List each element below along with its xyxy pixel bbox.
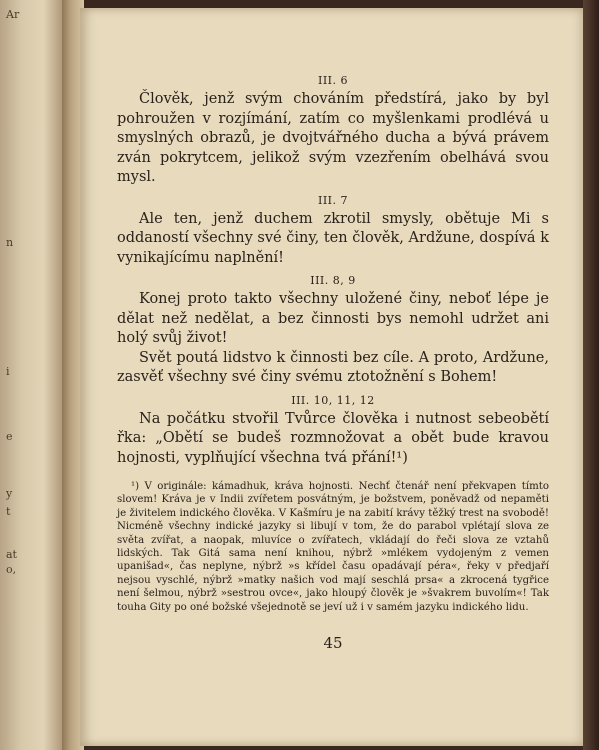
verse-reference: III. 7: [317, 193, 349, 207]
verse-paragraph: Na počátku stvořil Tvůrce člověka i nutnost sebeobětí řka: „Obětí se budeš rozmnožovat a obět bude kravou hojnosti, vyplňující všechna tvá přání!¹): [117, 410, 549, 466]
facing-page-fragment: at: [6, 548, 17, 561]
facing-page-fragment: o,: [6, 563, 17, 576]
book-right-edge: [583, 0, 599, 750]
facing-page-fragment: n: [6, 236, 14, 249]
page-content: [117, 68, 549, 652]
verse-paragraph: Ale ten, jenž duchem zkrotil smysly, obětuje Mi s oddaností všechny své činy, ten člověk, Ardžune, dospívá k vynikajícímu naplnění!: [117, 210, 549, 266]
facing-page-fragment: i: [6, 365, 10, 378]
verse-paragraph: Svět poutá lidstvo k činnosti bez cíle. A proto, Ardžune, zasvěť všechny své činy svému ztotožnění s Bohem!: [117, 349, 549, 385]
facing-page-fragment: Ar: [6, 8, 20, 21]
footnote: ¹) V originále: kámadhuk, kráva hojnosti. Nechť čtenář není překvapen tímto slovem! Kráva je v Indii zvířetem posvátným, je božstvem, poněvadž od nepaměti je živitelem indického člověka. V Kašmíru je na zabití krávy těžký trest na svobodě! Nicméně všechny indické jazyky si libují v tom, že do parabol vplétají slova ze světa zvířat, a naopak, mluvíce o zvířatech, vkládají do řeči slova ze vztahů lidských. Tak Gitá sama není knihou, nýbrž »mlékem vydojeným z vemen upanišad«, čas neplyne, nýbrž »s křídel času opadávají péra«, řeky v předjaří nejsou vyschlé, nýbrž »matky našich vod mají seschlá prsa« a zkrocená tygřice není šelmou, nýbrž »sestrou ovce«, jako hloupý člověk je »švakrem buvolím«! Tak touha Gity po oné božské všejednotě se jeví už i v samém jazyku indického lidu.: [117, 481, 549, 613]
facing-page-fragment: e: [6, 430, 13, 443]
verse-paragraph: Konej proto takto všechny uložené činy, neboť lépe je dělat než nedělat, a bez činnosti bys nemohl udržet ani holý svůj život!: [117, 291, 549, 346]
facing-page-edge: [0, 0, 62, 750]
page-number: 45: [323, 634, 343, 652]
verse-reference: III. 6: [317, 74, 349, 87]
verse-paragraph: Člověk, jenž svým chováním předstírá, jako by byl pohroužen v rozjímání, zatím co myšlenkami prodlévá u smyslných obrazů, je dvojtvářného ducha a bývá právem zván pokrytcem, jelikož svým vzezřením obelhává svou mysl.: [117, 91, 549, 185]
book-page: [80, 8, 583, 746]
verse-reference: III. 10, 11, 12: [291, 393, 375, 407]
verse-reference: III. 8, 9: [310, 274, 356, 287]
facing-page-fragment: y: [6, 487, 13, 500]
facing-page-fragment: t: [6, 505, 11, 518]
